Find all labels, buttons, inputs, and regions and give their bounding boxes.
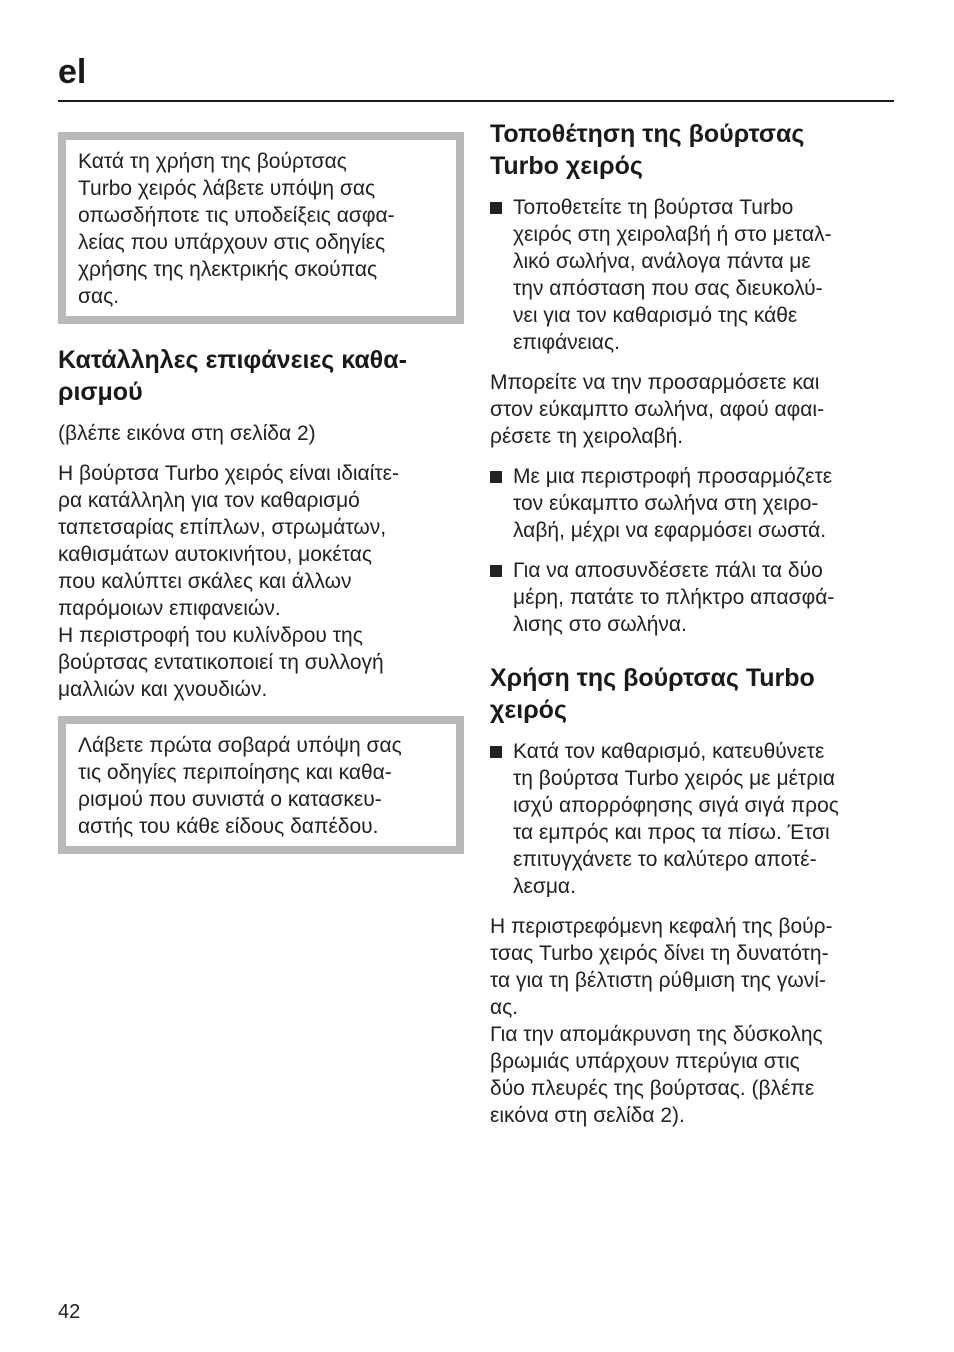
bullet-text: Για να αποσυνδέσετε πάλι τα δύο μέρη, πατάτε το πλήκτρο απασφά- λισης στο σωλήνα. <box>513 559 835 636</box>
bullet-item <box>490 194 896 356</box>
section-heading-surfaces: Κατάλληλες επιφάνειες καθα- ρισμού <box>58 346 407 406</box>
bullet-text: Κατά τον καθαρισμό, κατευθύνετε τη βούρτσα Turbo χειρός με μέτρια ισχύ απορρόφησης σιγά σιγά προς τα εμπρός και προς τα πίσω. Έτσι επιτυγχάνετε το καλύτερο αποτέ- λεσμα. <box>513 740 839 898</box>
bullet-item <box>490 557 896 638</box>
bullet-text: Τοποθετείτε τη βούρτσα Turbo χειρός στη χειρολαβή ή στο μεταλ- λικό σωλήνα, ανάλογα πάντα με την απόσταση που σας διευκολύ- νει για τον καθαρισμό της κάθε επιφάνειας. <box>513 196 832 354</box>
bullet-square-icon <box>490 471 502 483</box>
bullet-square-icon <box>490 202 502 214</box>
left-column <box>58 132 464 854</box>
bullet-square-icon <box>490 565 502 577</box>
care-notice-box <box>58 716 464 854</box>
figure-reference: (βλέπε εικόνα στη σελίδα 2) <box>58 422 316 445</box>
section-heading-usage: Χρήση της βούρτσας Turbo χειρός <box>490 664 815 724</box>
section-heading-fitting: Τοποθέτηση της βούρτσας Turbo χειρός <box>490 120 805 180</box>
bullet-item <box>490 463 896 544</box>
surfaces-paragraph: Η βούρτσα Turbo χειρός είναι ιδιαίτε- ρα κατάλληλη για τον καθαρισμό ταπετσαρίας επίπλων, στρωμάτων, καθισμάτων αυτοκινήτου, μοκέτας που καλύπτει σκάλες και άλλων παρόμοιων επιφανειών. Η περιστροφή του κυλίνδρου της βούρτσας εντατικοποιεί τη συλλογή μαλλιών και χνουδιών. <box>58 462 400 701</box>
safety-notice-box <box>58 132 464 324</box>
page-number: 42 <box>58 1301 81 1323</box>
hose-paragraph: Μπορείτε να την προσαρμόσετε και στον εύκαμπτο σωλήνα, αφού αφαι- ρέσετε τη χειρολαβή. <box>490 371 825 448</box>
language-code: el <box>58 53 87 91</box>
header-rule <box>58 100 894 102</box>
care-notice-text: Λάβετε πρώτα σοβαρά υπόψη σας τις οδηγίες περιποίησης και καθα- ρισμού που συνιστά ο κατασκευ- αστής του κάθε είδους δαπέδου. <box>78 734 402 838</box>
bullet-text: Με μια περιστροφή προσαρμόζετε τον εύκαμπτο σωλήνα στη χειρο- λαβή, μέχρι να εφαρμόσει σωστά. <box>513 465 833 542</box>
safety-notice-text: Κατά τη χρήση της βούρτσας Turbo χειρός λάβετε υπόψη σας οπωσδήποτε τις υποδείξεις ασφα- λείας που υπάρχουν στις οδηγίες χρήσης της ηλεκτρικής σκούπας σας. <box>78 150 395 308</box>
bullet-item <box>490 738 896 900</box>
bullet-square-icon <box>490 746 502 758</box>
right-column <box>490 118 896 1129</box>
brush-head-paragraph: Η περιστρεφόμενη κεφαλή της βούρ- τσας Turbo χειρός δίνει τη δυνατότη- τα για τη βέλτιστη ρύθμιση της γωνί- ας. Για την απομάκρυνση της δύσκολης βρωμιάς υπάρχουν πτερύγια στις δύο πλευρές της βούρτσας. (βλέπε εικόνα στη σελίδα 2). <box>490 915 833 1127</box>
